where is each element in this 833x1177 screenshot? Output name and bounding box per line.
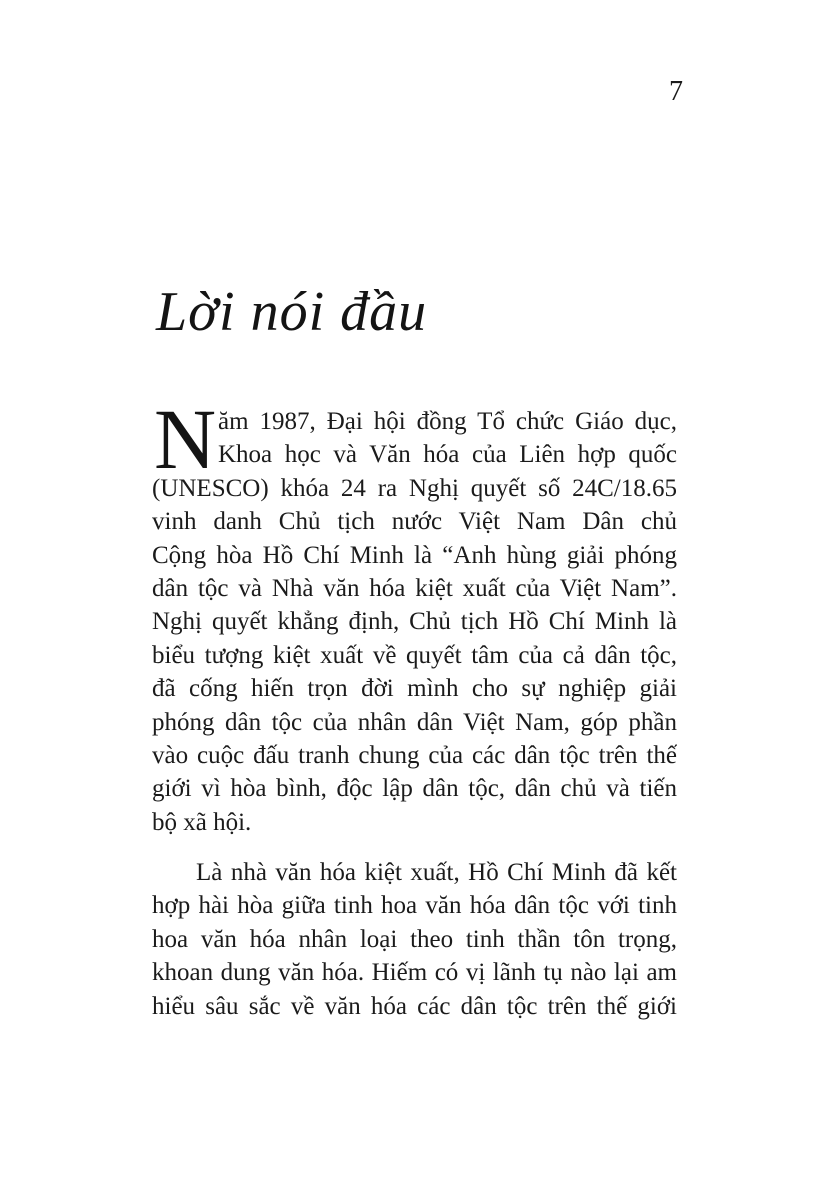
text-line: bộ xã hội. (152, 808, 252, 836)
text-line: vào cuộc đấu tranh chung của các dân tộc trên thế (152, 741, 677, 769)
body-text (152, 391, 677, 1023)
page-number: 7 (669, 76, 683, 107)
chapter-heading: Lời nói đầu (156, 281, 428, 343)
text-line: Nghị quyết khẳng định, Chủ tịch Hồ Chí Minh là (152, 608, 677, 636)
text-line: hoa văn hóa nhân loại theo tinh thần tôn trọng, (152, 925, 677, 953)
paragraph (152, 856, 677, 1023)
paragraph (152, 391, 677, 839)
text-line: ăm 1987, Đại hội đồng Tổ chức Giáo dục, (218, 408, 677, 435)
text-line: phóng dân tộc của nhân dân Việt Nam, góp phần (152, 708, 677, 736)
text-line: dân tộc và Nhà văn hóa kiệt xuất của Việt Nam”. (152, 574, 677, 602)
text-line: giới vì hòa bình, độc lập dân tộc, dân chủ và tiến (152, 775, 677, 803)
text-line: hợp hài hòa giữa tinh hoa văn hóa dân tộc với tinh (152, 892, 677, 920)
text-line: đã cống hiến trọn đời mình cho sự nghiệp giải (152, 675, 677, 703)
drop-cap: N (154, 391, 217, 487)
text-line: vinh danh Chủ tịch nước Việt Nam Dân chủ (152, 508, 677, 536)
text-line: khoan dung văn hóa. Hiếm có vị lãnh tụ nào lại am (152, 959, 677, 987)
text-line: Khoa học và Văn hóa của Liên hợp quốc (218, 441, 677, 469)
text-line: Cộng hòa Hồ Chí Minh là “Anh hùng giải phóng (152, 541, 677, 569)
text-line: (UNESCO) khóa 24 ra Nghị quyết số 24C/18.65 (152, 474, 677, 502)
text-line: hiểu sâu sắc về văn hóa các dân tộc trên thế giới (152, 992, 677, 1020)
text-line: Là nhà văn hóa kiệt xuất, Hồ Chí Minh đã kết (196, 859, 677, 887)
text-line: biểu tượng kiệt xuất về quyết tâm của cả dân tộc, (152, 641, 677, 669)
